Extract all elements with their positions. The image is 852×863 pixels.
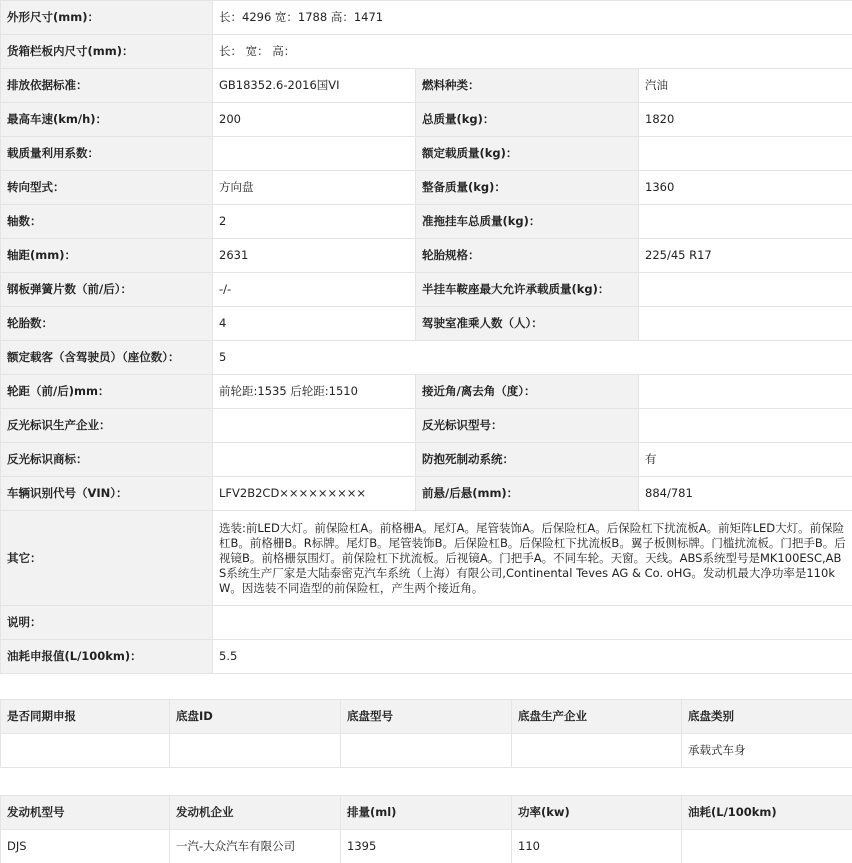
spec-label: 反光标识生产企业： [1, 409, 213, 443]
spec-label: 说明： [1, 606, 213, 640]
spec-row [1, 205, 852, 239]
spec-row [1, 443, 852, 477]
spec-row-other [1, 511, 852, 606]
spec-value: 225/45 R17 [639, 239, 852, 273]
spec-label: 轮距（前/后)mm： [1, 375, 213, 409]
spec-label: 前悬/后悬(mm)： [416, 477, 639, 511]
column-header: 发动机型号 [1, 796, 170, 830]
spec-value [213, 409, 416, 443]
column-header: 排量(ml) [341, 796, 512, 830]
spec-value: 方向盘 [213, 171, 416, 205]
spec-row [1, 273, 852, 307]
spec-row-remarks [1, 606, 852, 640]
column-header: 底盘型号 [341, 700, 512, 734]
spec-label: 外形尺寸(mm)： [1, 1, 213, 35]
spec-label: 额定载客（含驾驶员）（座位数）： [1, 341, 213, 375]
spec-row-fuel-consumption [1, 640, 852, 674]
spec-row [1, 239, 852, 273]
spec-value [639, 307, 852, 341]
column-header: 油耗(L/100km) [682, 796, 852, 830]
spec-row [1, 69, 852, 103]
engine-header-row [1, 796, 852, 830]
column-header: 底盘类别 [682, 700, 852, 734]
spec-value: 884/781 [639, 477, 852, 511]
spec-label: 车辆识别代号（VIN）： [1, 477, 213, 511]
table-cell: 一汽-大众汽车有限公司 [170, 830, 341, 863]
spec-label: 转向型式： [1, 171, 213, 205]
spec-label: 接近角/离去角（度）： [416, 375, 639, 409]
spec-label: 油耗申报值(L/100km)： [1, 640, 213, 674]
spec-label: 其它： [1, 511, 213, 606]
spec-value: GB18352.6-2016国VI [213, 69, 416, 103]
spec-value: 5 [213, 341, 852, 375]
spec-value: 200 [213, 103, 416, 137]
table-cell [341, 734, 512, 768]
table-row [1, 830, 852, 863]
table-cell: 1395 [341, 830, 512, 863]
spec-label: 钢板弹簧片数（前/后）： [1, 273, 213, 307]
table-cell: 110 [512, 830, 682, 863]
spec-value: LFV2B2CD××××××××× [213, 477, 416, 511]
table-cell [682, 830, 852, 863]
spec-value: 长：4296 宽：1788 高：1471 [213, 1, 852, 35]
spec-label: 半挂车鞍座最大允许承载质量(kg)： [416, 273, 639, 307]
spec-value [639, 375, 852, 409]
column-header: 底盘ID [170, 700, 341, 734]
spec-label: 货箱栏板内尺寸(mm)： [1, 35, 213, 69]
table-cell: 承载式车身 [682, 734, 852, 768]
spec-value [639, 409, 852, 443]
spec-label: 燃料种类： [416, 69, 639, 103]
spec-value [639, 205, 852, 239]
spec-row [1, 171, 852, 205]
engine-table [0, 795, 852, 863]
table-row [1, 734, 852, 768]
spec-value: 2631 [213, 239, 416, 273]
table-cell [170, 734, 341, 768]
spec-value: 5.5 [213, 640, 852, 674]
spec-row [1, 477, 852, 511]
spec-value [639, 273, 852, 307]
spec-label: 反光标识型号： [416, 409, 639, 443]
spec-value: 2 [213, 205, 416, 239]
table-cell: DJS [1, 830, 170, 863]
spec-label: 轮胎规格： [416, 239, 639, 273]
spec-value-other-notes: 选装:前LED大灯。前保险杠A。前格栅A。尾灯A。尾管装饰A。后保险杠A。后保险杠下扰流板A。前矩阵LED大灯。前保险杠B。前格栅B。R标牌。尾灯B。尾管装饰B。后保险杠B。后保险杠下扰流板B。翼子板侧标牌。门槛扰流板。门把手B。后视镜B。前格栅氛围灯。前保险杠下扰流板。后视镜A。门把手A。不同车轮。天窗。天线。ABS系统型号是MK100ESC,ABS系统生产厂家是大陆泰密克汽车系统（上海）有限公司,Continental Teves AG & Co. oHG。发动机最大净功率是110kW。因选装不同造型的前保险杠，产生两个接近角。 [213, 511, 852, 606]
spec-label: 反光标识商标： [1, 443, 213, 477]
column-header: 功率(kw) [512, 796, 682, 830]
spec-value: 1360 [639, 171, 852, 205]
table-cell [1, 734, 170, 768]
spec-value [213, 606, 852, 640]
column-header: 底盘生产企业 [512, 700, 682, 734]
spec-label: 驾驶室准乘人数（人）： [416, 307, 639, 341]
spec-value: 有 [639, 443, 852, 477]
spec-label: 载质量利用系数： [1, 137, 213, 171]
spec-row [1, 375, 852, 409]
spec-label: 轴距(mm)： [1, 239, 213, 273]
chassis-header-row [1, 700, 852, 734]
column-header: 发动机企业 [170, 796, 341, 830]
spec-value: -/- [213, 273, 416, 307]
spec-row [1, 103, 852, 137]
spec-row [1, 307, 852, 341]
spec-row [1, 409, 852, 443]
spec-label: 排放依据标准： [1, 69, 213, 103]
spec-row-dimensions [1, 1, 852, 35]
spec-row-cargo-box [1, 35, 852, 69]
spec-label: 最高车速(km/h)： [1, 103, 213, 137]
spec-value: 4 [213, 307, 416, 341]
spec-value: 长： 宽： 高： [213, 35, 852, 69]
spec-label: 总质量(kg)： [416, 103, 639, 137]
table-cell [512, 734, 682, 768]
chassis-table [0, 699, 852, 768]
spec-label: 整备质量(kg)： [416, 171, 639, 205]
column-header: 是否同期申报 [1, 700, 170, 734]
spec-value: 1820 [639, 103, 852, 137]
spec-value [213, 443, 416, 477]
spec-label: 轴数： [1, 205, 213, 239]
spec-row-seats [1, 341, 852, 375]
spec-value: 汽油 [639, 69, 852, 103]
spec-value [639, 137, 852, 171]
spec-label: 额定载质量(kg)： [416, 137, 639, 171]
spec-value [213, 137, 416, 171]
spec-value: 前轮距:1535 后轮距:1510 [213, 375, 416, 409]
spec-label: 防抱死制动系统： [416, 443, 639, 477]
spec-label: 准拖挂车总质量(kg)： [416, 205, 639, 239]
spec-row [1, 137, 852, 171]
spec-label: 轮胎数： [1, 307, 213, 341]
